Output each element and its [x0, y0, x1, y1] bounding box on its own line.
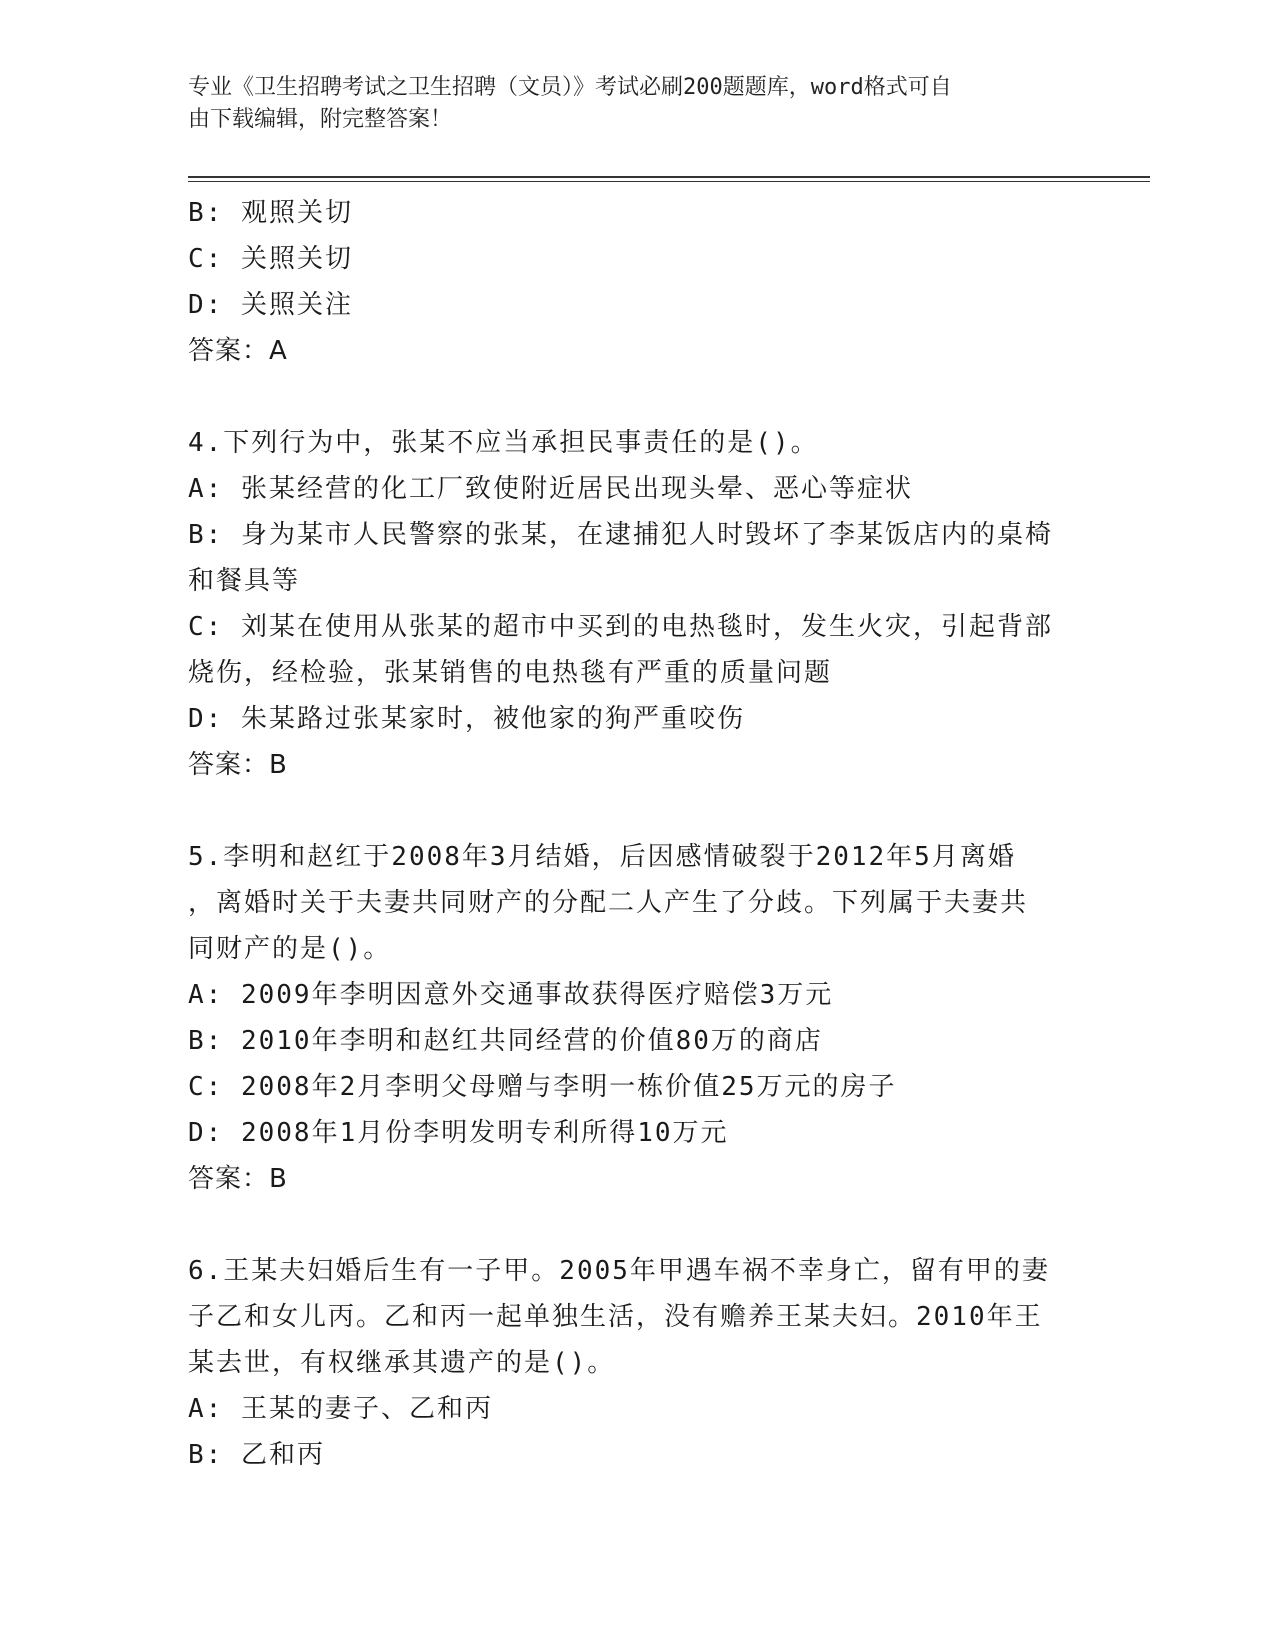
option-a: A: 王某的妻子、乙和丙 — [188, 1394, 493, 1424]
question-stem: 6.王某夫妇婚后生有一子甲。2005年甲遇车祸不幸身亡，留有甲的妻 — [188, 1256, 1050, 1286]
option-d: D: 关照关注 — [188, 290, 353, 320]
answer-line: 答案：B — [188, 1164, 288, 1194]
option-d: D: 朱某路过张某家时，被他家的狗严重咬伤 — [188, 704, 745, 734]
header-divider-thick — [188, 176, 1150, 178]
question-stem-continued: 子乙和女儿丙。乙和丙一起单独生活，没有赡养王某夫妇。2010年王 — [188, 1302, 1043, 1332]
question-3 — [188, 190, 1088, 374]
question-stem: 5.李明和赵红于2008年3月结婚，后因感情破裂于2012年5月离婚 — [188, 842, 1016, 872]
question-list — [188, 190, 1088, 1478]
option-b: B: 观照关切 — [188, 198, 353, 228]
option-c-continued: 烧伤，经检验，张某销售的电热毯有严重的质量问题 — [188, 658, 833, 688]
question-stem-continued: 同财产的是()。 — [188, 934, 392, 964]
document-header — [188, 72, 1078, 136]
answer-line: 答案：A — [188, 336, 288, 366]
option-a: A: 2009年李明因意外交通事故获得医疗赔偿3万元 — [188, 980, 834, 1010]
header-divider-thin — [188, 181, 1150, 182]
option-b: B: 身为某市人民警察的张某，在逮捕犯人时毁坏了李某饭店内的桌椅 — [188, 520, 1053, 550]
question-stem: 4.下列行为中，张某不应当承担民事责任的是()。 — [188, 428, 819, 458]
header-line: 专业《卫生招聘考试之卫生招聘（文员）》考试必刷200题题库，word格式可自 — [188, 75, 952, 100]
option-b: B: 乙和丙 — [188, 1440, 325, 1470]
option-b: B: 2010年李明和赵红共同经营的价值80万的商店 — [188, 1026, 823, 1056]
question-6 — [188, 1248, 1088, 1478]
option-c: C: 刘某在使用从张某的超市中买到的电热毯时，发生火灾，引起背部 — [188, 612, 1053, 642]
option-c: C: 2008年2月李明父母赠与李明一栋价值25万元的房子 — [188, 1072, 897, 1102]
option-c: C: 关照关切 — [188, 244, 353, 274]
option-d: D: 2008年1月份李明发明专利所得10万元 — [188, 1118, 729, 1148]
question-stem-continued: ，离婚时关于夫妻共同财产的分配二人产生了分歧。下列属于夫妻共 — [188, 888, 1029, 918]
option-b-continued: 和餐具等 — [188, 566, 301, 596]
question-4 — [188, 420, 1088, 788]
header-line: 由下载编辑，附完整答案！ — [188, 107, 453, 132]
option-a: A: 张某经营的化工厂致使附近居民出现头晕、恶心等症状 — [188, 474, 913, 504]
question-stem-continued: 某去世，有权继承其遗产的是()。 — [188, 1348, 616, 1378]
answer-line: 答案：B — [188, 750, 288, 780]
question-5 — [188, 834, 1088, 1202]
